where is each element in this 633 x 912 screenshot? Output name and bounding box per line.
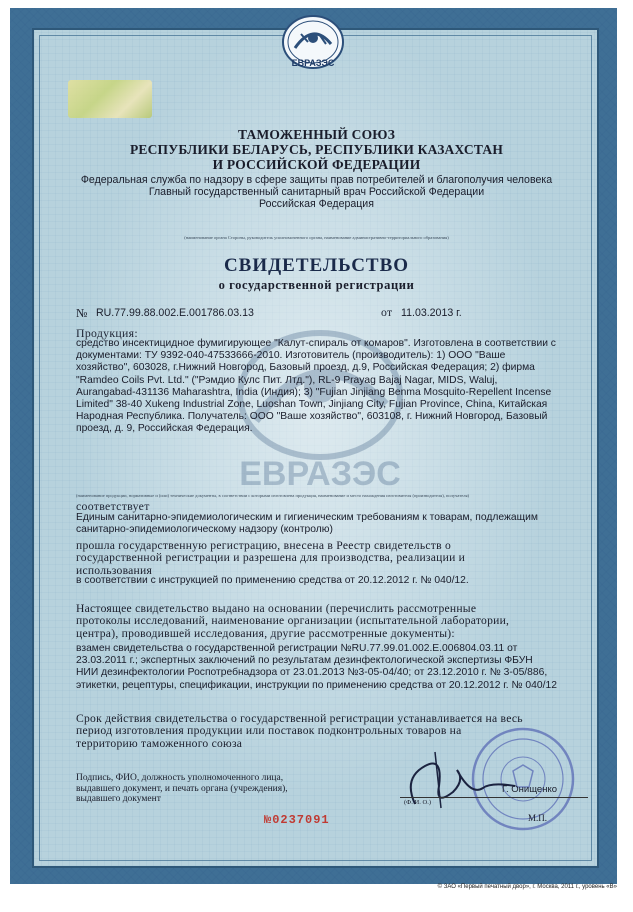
serial-number: №0237091 [264,813,330,827]
printer-footer: © ЗАО «Первый печатный двор», г. Москва, 2011 г., уровень «В» [437,884,617,890]
svg-text:ЕВРАЗЭС: ЕВРАЗЭС [239,455,401,493]
product-caption: (наименование продукции, нормативные и (или) технические документы, в соответствии с которыми изготовлена продукция, наименование и место нахождения изготовителя (производителя), получателя) [76,493,470,498]
registration-number: RU.77.99.88.002.E.001786.03.13 [96,307,254,319]
union-title-line3: И РОССИЙСКОЙ ФЕДЕРАЦИИ [212,157,421,172]
hologram-sticker [68,80,152,118]
date-prefix: от [381,305,393,319]
number-prefix: № [76,306,88,320]
union-title-line1: ТАМОЖЕННЫЙ СОЮЗ [237,127,396,142]
product-text: средство инсектицидное фумигирующее "Калут-спираль от комаров". Изготовлена в соответствии с документами: ТУ 9392-040-47533666-2010. Изготовитель (производитель): 1) ООО "Ваше хозяйство", 603028, г.Нижний Новгород, Базовый проезд, д.9, Российская Федерация; 2) фирма "Ramdeo Coils Pvt. Ltd." ("Рэмдио Кулс Пит. Лтд."), RL-9 Prayag Bajaj Nagar, MIDS, Waluj, Aurangabad-431136 Maharashtra, India (Индия); 3) "Fujian Jinjiang Benma Mosquito-Repellent Incense Limited" 38-40 Xukeng Industrial Zone, Luoshan Town, Jinjiang City, Fujian Province, China, Китайская Народная Республика. Получатель: ООО "Ваше хозяйство", 603108, г. Нижний Новгород, Базовый проезд, д. 9, Российская Федерация. [76,338,556,435]
instruction-text: в соответствии с инструкцией по применению средства от 20.12.2012 г. № 040/12. [76,575,469,586]
name-caption: (Ф. И. О.) [404,799,431,806]
signature-underline [400,797,588,798]
signature-caption: Подпись, ФИО, должность уполномоченного лица, выдавшего документ, и печать органа (учреждения), выдавшего документ [76,773,288,805]
validity-text: Срок действия свидетельства о государственной регистрации устанавливается на весь период изготовления продукции или поставок подконтрольных товаров на территорию таможенного союза [76,712,523,750]
product-label: Продукция: [76,326,138,340]
authority-line1: Федеральная служба по надзору в сфере защиты прав потребителей и благополучия человека [80,174,553,186]
authority-line2: Главный государственный санитарный врач Российской Федерации [148,186,485,198]
certificate-subtitle: о государственной регистрации [218,278,415,292]
union-title-line2: РЕСПУБЛИКИ БЕЛАРУСЬ, РЕСПУБЛИКИ КАЗАХСТАН [129,142,504,157]
authority-caption: (наименование органа Стороны, руководитель уполномоченного органа, наименование административно-территориального образования) [184,235,449,240]
registration-date: 11.03.2013 г. [401,307,462,319]
certificate-title: СВИДЕТЕЛЬСТВО [223,255,410,276]
basis-text: Настоящее свидетельство выдано на основании (перечислить рассмотренные протоколы исследований, наименование организации (испытательной лаборатории, центра), проводившей исследования, другие рассмотренные документы): [76,602,510,640]
conformity-label: соответствует [76,499,150,513]
registration-text: прошла государственную регистрацию, внесена в Реестр свидетельств о государственной регистрации и разрешена для производства, реализации и использования [76,539,466,577]
logo-text: ЕВРАЗЭС [291,58,335,68]
conformity-text: Единым санитарно-эпидемиологическим и гигиеническим требованиям к товарам, подлежащим санитарно-эпидемиологическому надзору (контролю) [76,512,538,536]
authority-line3: Российская Федерация [259,198,374,210]
basis-details: взамен свидетельства о государственной регистрации №RU.77.99.01.002.E.006804.03.11 от 23.03.2011 г.; экспертных заключений по результатам дезинфектологической экспертизы ФБУН НИИ дезинфектологии Роспотребнадзора от 23.01.2013 №3-05-04/40; от 23.12.2010 г. № 3-05/886, этикетки, рецептуры, спецификации, инструкции по применению средства от 20.12.2012 г. № 040/12 [76,643,557,691]
seal-mark: М.П. [528,813,548,823]
signatory-name: Г. Онищенко [502,784,557,795]
